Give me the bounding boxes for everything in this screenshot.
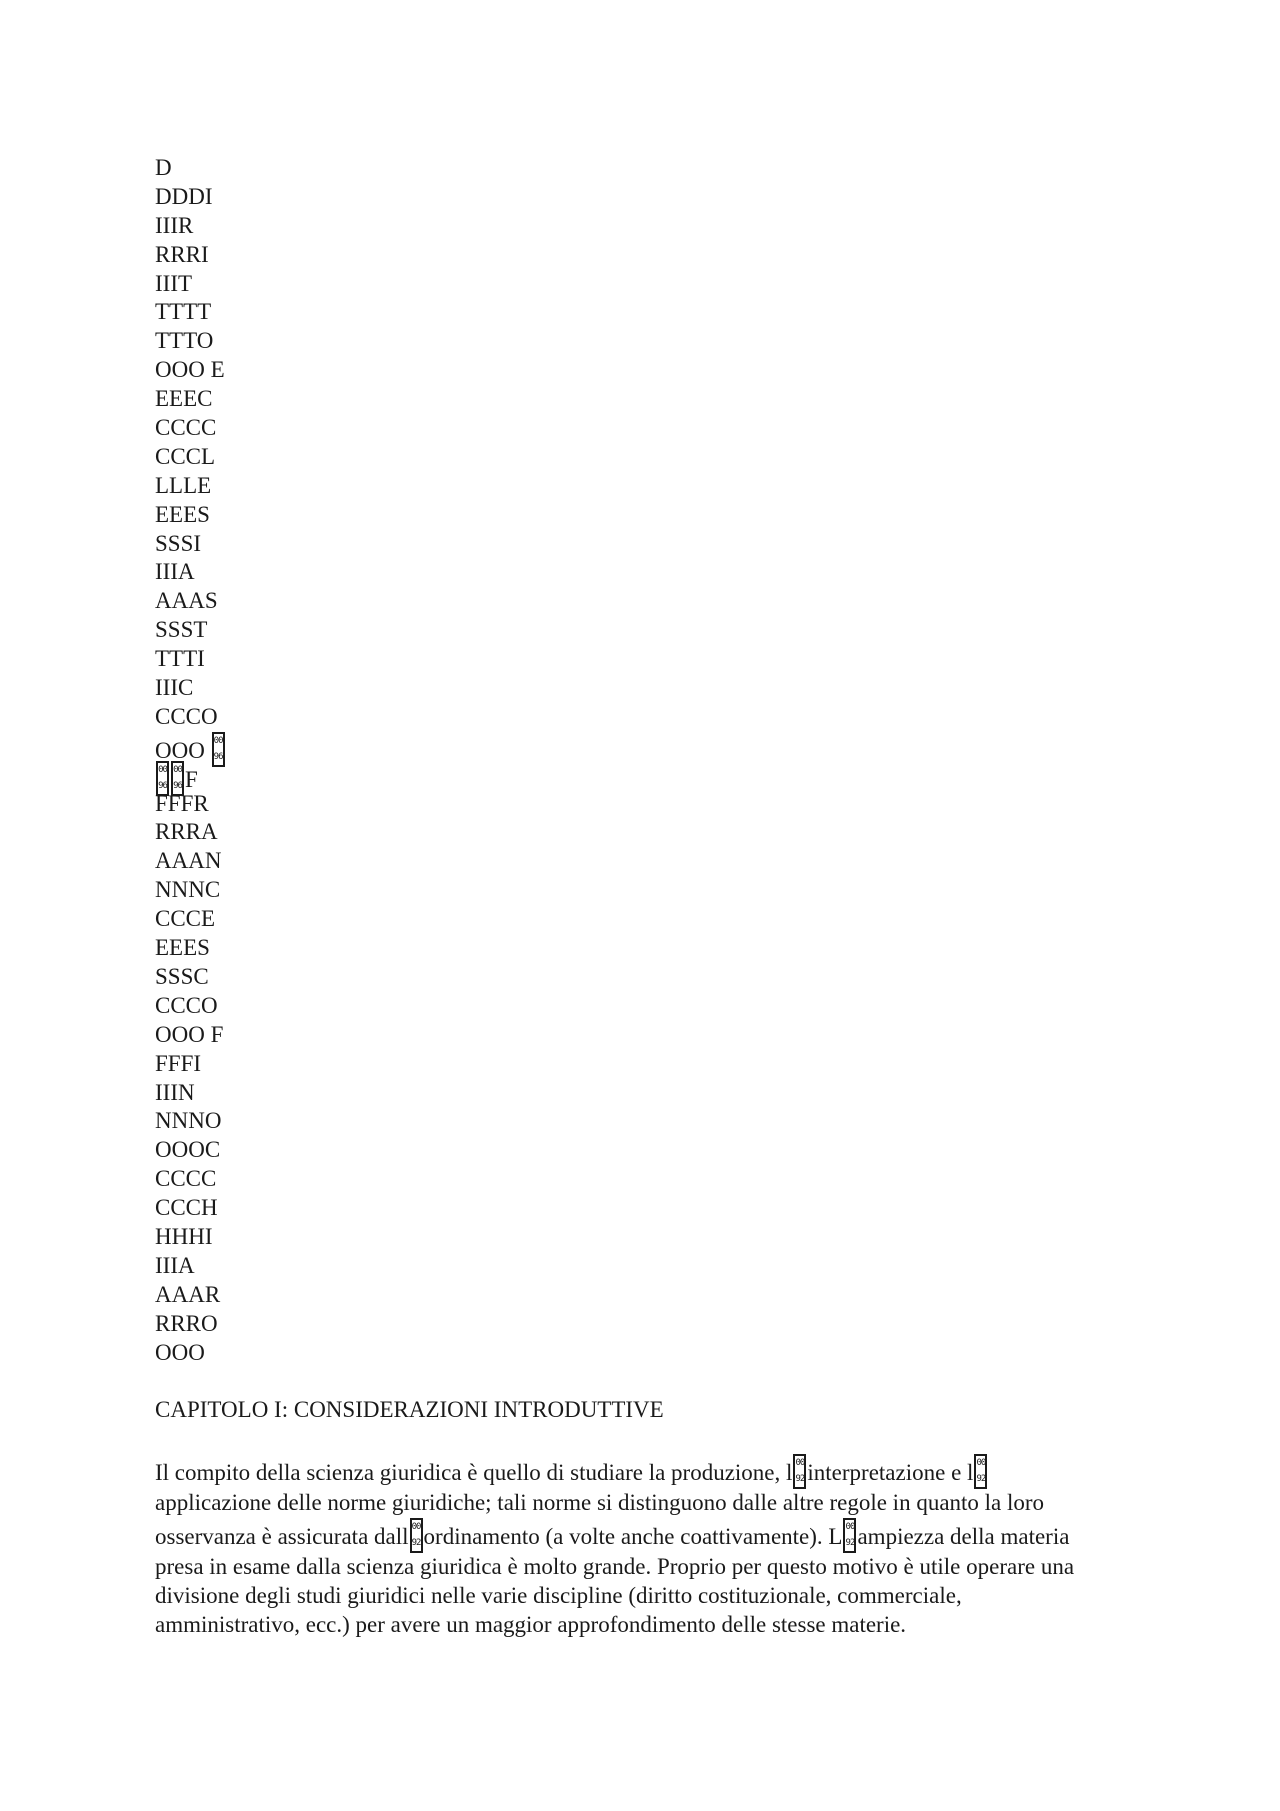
title-line: CCCC xyxy=(155,1166,217,1192)
title-line: EEES xyxy=(155,935,210,961)
paragraph-text: ordinamento (a volte anche coattivamente). L xyxy=(423,1524,843,1550)
document-page xyxy=(155,154,1095,1640)
title-line: SSSC xyxy=(155,963,209,989)
title-line: FFFR xyxy=(155,790,209,816)
title-line: IIIN xyxy=(155,1079,195,1105)
title-line: RRRI xyxy=(155,241,209,267)
title-line: CCCO xyxy=(155,992,218,1018)
title-line: EEES xyxy=(155,501,210,527)
title-line: EEEC xyxy=(155,386,213,412)
title-line: OOO E xyxy=(155,357,225,383)
title-line-text: F xyxy=(185,766,198,792)
title-line: D xyxy=(155,155,172,180)
title-line: OOO xyxy=(155,1339,205,1365)
title-line: IIIA xyxy=(155,1252,195,1278)
paragraph-text: interpretazione e l xyxy=(807,1460,974,1486)
title-line: TTTO xyxy=(155,328,214,354)
title-line: CCCC xyxy=(155,415,217,441)
title-line-text: OOO xyxy=(155,737,211,763)
missing-glyph-icon xyxy=(212,732,225,767)
title-line: CCCH xyxy=(155,1195,218,1221)
title-line: TTTI xyxy=(155,646,205,672)
paragraph-text: ampiezza della materia presa in esame dalla scienza giuridica è molto grande. Proprio per questo motivo è utile operare una divisione degli studi giuridici nelle varie discipline (diritto costituzionale, commerciale, amministrativo, ecc.) per avere un maggior approfondimento delle stesse materie. xyxy=(155,1524,1075,1638)
missing-glyph-icon xyxy=(410,1518,423,1553)
title-line: SSSI xyxy=(155,530,202,556)
title-line: OOOC xyxy=(155,1137,221,1163)
missing-glyph-icon xyxy=(843,1518,856,1553)
title-line: IIIT xyxy=(155,270,193,296)
title-line: CCCL xyxy=(155,443,216,469)
title-line: NNNC xyxy=(155,877,221,903)
title-line: HHHI xyxy=(155,1223,213,1249)
title-line: CCCE xyxy=(155,906,216,932)
title-line: SSST xyxy=(155,617,208,643)
title-line: AAAS xyxy=(155,588,218,614)
missing-glyph-icon xyxy=(793,1454,806,1489)
title-line: RRRO xyxy=(155,1310,218,1336)
title-line: CCCO xyxy=(155,703,218,729)
title-line: IIIR xyxy=(155,212,194,238)
title-line: AAAN xyxy=(155,848,222,874)
title-line xyxy=(155,761,1095,790)
title-line: AAAR xyxy=(155,1281,221,1307)
title-line: LLLE xyxy=(155,472,212,498)
title-line: DDDI xyxy=(155,183,213,209)
title-line: TTTT xyxy=(155,299,212,325)
missing-glyph-icon xyxy=(156,761,169,796)
intro-paragraph xyxy=(155,1454,1095,1640)
title-line: IIIA xyxy=(155,559,195,585)
title-line xyxy=(155,732,1095,761)
missing-glyph-icon xyxy=(171,761,184,796)
vertical-title-lines xyxy=(155,154,1095,1367)
title-line: FFFI xyxy=(155,1050,202,1076)
title-line: NNNO xyxy=(155,1108,222,1134)
title-line: OOO F xyxy=(155,1021,224,1047)
paragraph-text: Il compito della scienza giuridica è quello di studiare la produzione, l xyxy=(155,1460,793,1486)
missing-glyph-icon xyxy=(974,1454,987,1489)
title-line: IIIC xyxy=(155,675,194,701)
paragraph-text: applicazione delle norme giuridiche; tali norme si distinguono dalle altre regole in quanto la loro osservanza è assicurata dall xyxy=(155,1490,1045,1550)
chapter-title: CAPITOLO I: CONSIDERAZIONI INTRODUTTIVE xyxy=(155,1397,664,1423)
title-line: RRRA xyxy=(155,819,218,845)
